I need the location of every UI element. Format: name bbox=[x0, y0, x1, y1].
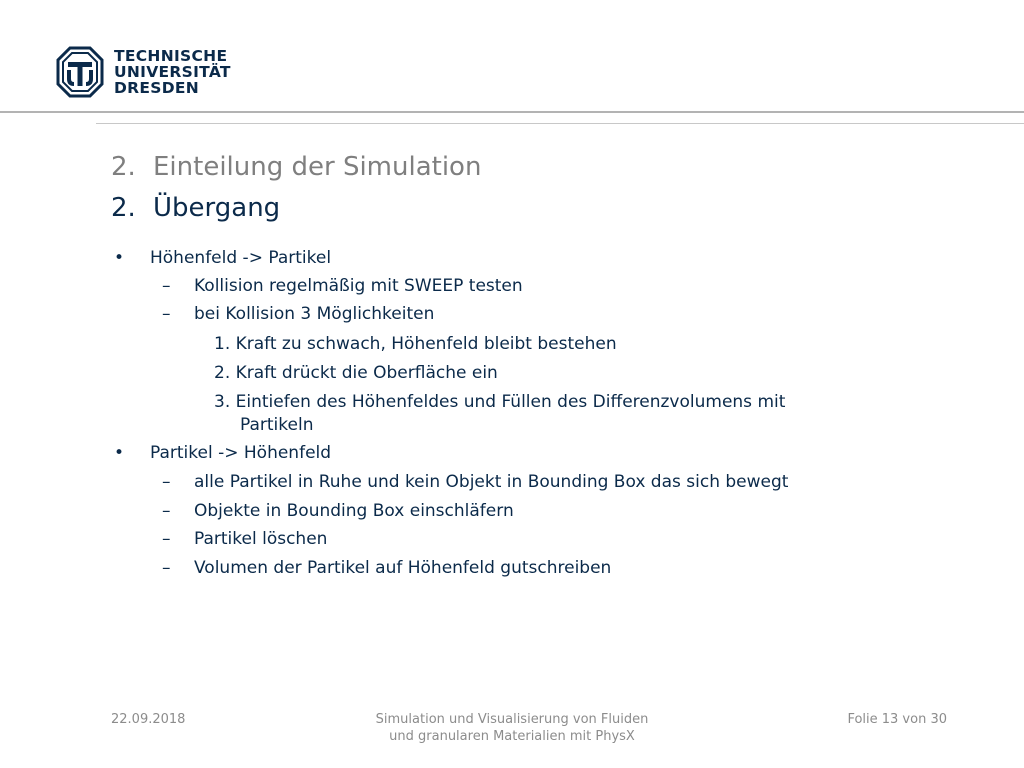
dash-marker: – bbox=[162, 472, 171, 492]
list-item-text: 2. Kraft drückt die Oberfläche ein bbox=[214, 363, 498, 383]
list-item bbox=[162, 558, 611, 578]
slide-title bbox=[111, 193, 280, 223]
slide-title-text: Übergang bbox=[153, 193, 281, 223]
list-item bbox=[162, 529, 327, 549]
list-item bbox=[214, 392, 785, 412]
logo-line-1: TECHNISCHE bbox=[114, 47, 228, 65]
footer-title bbox=[334, 711, 690, 745]
dash-marker: – bbox=[162, 501, 171, 521]
list-item-continuation bbox=[240, 415, 313, 435]
dash-marker: – bbox=[162, 558, 171, 578]
section-number: 2. bbox=[111, 152, 136, 182]
list-item-text: Partikeln bbox=[240, 415, 314, 435]
list-item bbox=[162, 472, 788, 492]
dash-marker: – bbox=[162, 304, 171, 324]
list-item bbox=[114, 248, 331, 268]
list-item-text: Kollision regelmäßig mit SWEEP testen bbox=[194, 276, 523, 296]
bullet-marker: • bbox=[114, 443, 125, 463]
footer-page-number: Folie 13 von 30 bbox=[847, 712, 947, 727]
tu-dresden-wordmark bbox=[114, 48, 231, 96]
list-item-text: 1. Kraft zu schwach, Höhenfeld bleibt bestehen bbox=[214, 334, 617, 354]
slide-title-number: 2. bbox=[111, 193, 136, 223]
list-item bbox=[162, 501, 514, 521]
header-rule bbox=[0, 111, 1024, 113]
logo-line-2: UNIVERSITÄT bbox=[114, 63, 231, 81]
header-rule-thin bbox=[96, 123, 1024, 124]
section-title-text: Einteilung der Simulation bbox=[153, 152, 482, 182]
dash-marker: – bbox=[162, 276, 171, 296]
logo-line-3: DRESDEN bbox=[114, 79, 200, 97]
tu-dresden-logo bbox=[56, 46, 231, 98]
tu-dresden-emblem-icon bbox=[56, 46, 104, 98]
list-item bbox=[214, 334, 617, 354]
list-item-text: alle Partikel in Ruhe und kein Objekt in Bounding Box das sich bewegt bbox=[194, 472, 789, 492]
list-item bbox=[214, 363, 498, 383]
list-item bbox=[162, 276, 523, 296]
list-item-text: Höhenfeld -> Partikel bbox=[150, 248, 332, 268]
list-item-text: bei Kollision 3 Möglichkeiten bbox=[194, 304, 435, 324]
footer-date: 22.09.2018 bbox=[111, 712, 186, 727]
list-item bbox=[114, 443, 331, 463]
list-item-text: Volumen der Partikel auf Höhenfeld gutschreiben bbox=[194, 558, 612, 578]
list-item-text: Partikel löschen bbox=[194, 529, 328, 549]
bullet-marker: • bbox=[114, 248, 125, 268]
dash-marker: – bbox=[162, 529, 171, 549]
section-title bbox=[111, 152, 481, 182]
list-item-text: 3. Eintiefen des Höhenfeldes und Füllen des Differenzvolumens mit bbox=[214, 392, 786, 412]
footer-title-line-1: Simulation und Visualisierung von Fluiden bbox=[375, 712, 649, 727]
list-item-text: Objekte in Bounding Box einschläfern bbox=[194, 501, 514, 521]
list-item-text: Partikel -> Höhenfeld bbox=[150, 443, 332, 463]
footer-title-line-2: und granularen Materialien mit PhysX bbox=[389, 729, 635, 744]
list-item bbox=[162, 304, 434, 324]
